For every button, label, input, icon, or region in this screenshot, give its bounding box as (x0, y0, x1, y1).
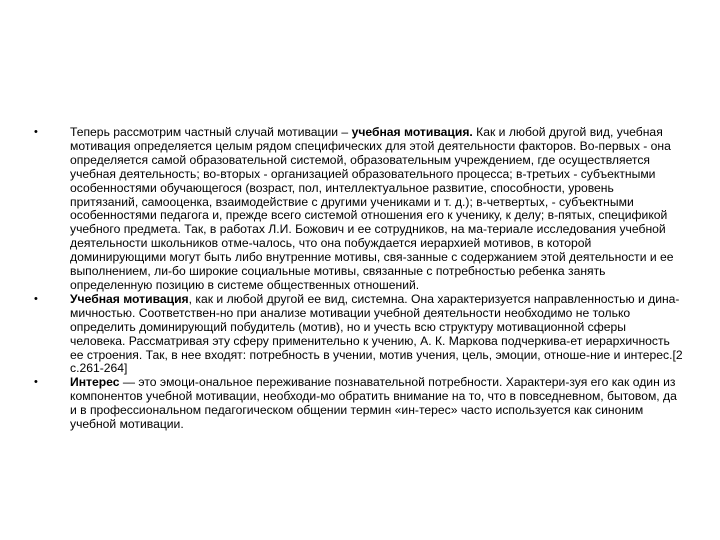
bullet-text-pre: Теперь рассмотрим частный случай мотивации – (70, 125, 352, 139)
bullet-list (34, 126, 684, 432)
bullet-text-bold: Интерес (70, 375, 120, 390)
bullet-text-post: — это эмоци-ональное переживание познавательной потребности. Характери-зуя его как один из компонентов учебной мотивации, необходи-мо обратить внимание на то, что в повседневном, бытовом, да и в профессиональном педагогическом общении термин «ин-терес» часто используется как синоним учебной мотивации. (70, 375, 677, 432)
bullet-marker: • (34, 292, 38, 305)
bullet-text-bold: учебная мотивация. (351, 125, 473, 139)
bullet-text-bold: Учебная мотивация (70, 291, 189, 306)
bullet-item-3 (34, 376, 684, 432)
bullet-marker: • (34, 126, 38, 138)
bullet-item-1 (34, 126, 684, 293)
bullet-text-post: Как и любой другой вид, учебная мотивация определяется целым рядом специфических для этой деятельности факторов. Во-первых - она определяется самой образовательной системой, образовательным учреждением, где осуществляется учебная деятельность; во-вторых - организацией образовательного процесса; в-третьих - субъектными особенностями обучающегося (возраст, пол, интеллектуальное развитие, способности, уровень притязаний, самооценка, взаимодействие с другими учениками и т. д.); в-четвертых, - субъектными особенностями педагога и, прежде всего системой отношения его к ученику, к делу; в-пятых, спецификой учебного предмета. Так, в работах Л.И. Божович и ее сотрудников, на ма-териале исследования учебной деятельности школьников отме-чалось, что она побуждается иерархией мотивов, в которой доминирующими могут быть либо внутренние мотивы, свя-занные с содержанием этой деятельности и ее выполнением, ли-бо широкие социальные мотивы, связанные с потребностью ребенка занять определенную позицию в системе общественных отношений. (70, 125, 674, 292)
bullet-item-2 (34, 293, 684, 376)
bullet-text-post: , как и любой другой ее вид, системна. Она характеризуется направленностью и дина-мичностью. Соответствен-но при анализе мотивации учебной деятельности необходимо не только определить доминирующий побудитель (мотив), но и учесть всю структуру мотивационной сферы человека. Рассматривая эту сферу применительно к учению, А. К. Маркова подчеркива-ет иерархичность ее строения. Так, в нее входят: потребность в учении, мотив учения, цель, эмоции, отноше-ние и интерес.[2 с.261-264] (70, 291, 683, 376)
bullet-marker: • (34, 376, 38, 389)
